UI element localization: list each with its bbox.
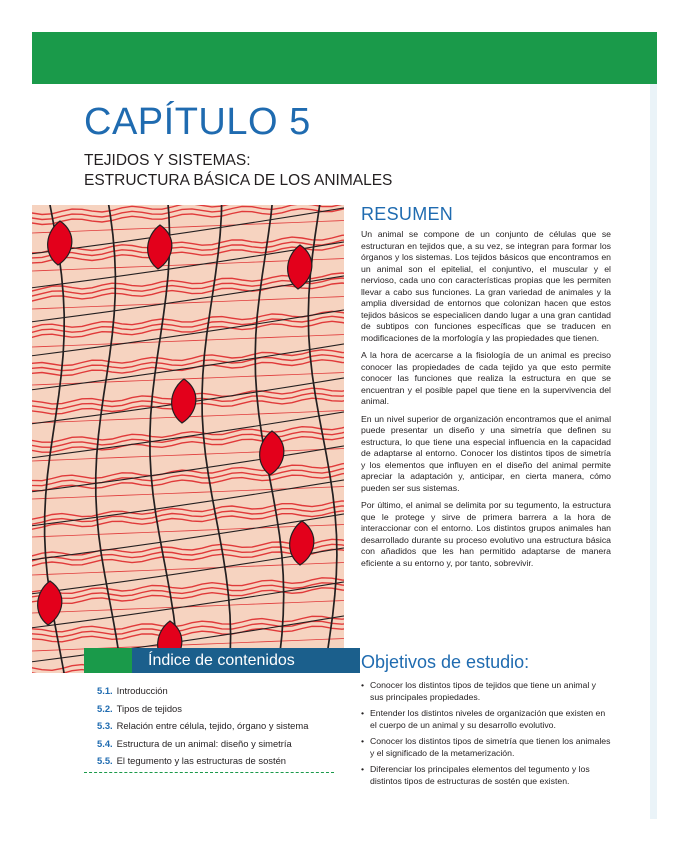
cell-division-line xyxy=(32,579,344,629)
toc-number: 5.2. xyxy=(97,702,113,714)
objective-text: Conocer los distintos tipos de simetría que tienen los animales y el significado de la metamerización. xyxy=(370,736,611,758)
chapter-subtitle xyxy=(84,151,392,191)
toc-label: Relación entre célula, tejido, órgano y sistema xyxy=(116,720,309,732)
objective-item xyxy=(361,764,611,787)
index-title: Índice de contenidos xyxy=(132,648,360,673)
toc-number: 5.1. xyxy=(97,685,113,696)
cell-nucleus xyxy=(288,245,312,289)
toc-item-5-5[interactable] xyxy=(97,752,333,770)
toc-item-5-4[interactable] xyxy=(97,735,333,753)
bullet-icon: • xyxy=(361,680,365,690)
muscle-tissue-illustration xyxy=(32,205,344,673)
toc-number: 5.3. xyxy=(97,720,113,732)
bullet-icon: • xyxy=(361,708,365,718)
cell-nucleus xyxy=(38,581,62,625)
objectives-title: Objetivos de estudio: xyxy=(361,652,530,672)
top-color-bar xyxy=(32,32,657,84)
subtitle-line-1: TEJIDOS Y SISTEMAS: xyxy=(84,152,251,169)
resumen-body xyxy=(361,229,611,575)
cell-division-line xyxy=(32,477,344,527)
objectives-list xyxy=(361,680,611,792)
resumen-title: RESUMEN xyxy=(361,204,454,224)
resumen-paragraph-4: Por último, el animal se delimita por su tegumento, la estructura que le protege y sirve de primera barrera a la hora de interaccionar con el entorno. Los distintos grupos animales han desarrollado durante su proceso evolutivo una estructura básica con añadidos que les han permitido adaptarse de manera eficiente a su entorno y, por tanto, sobrevivir. xyxy=(361,500,611,568)
muscle-fiber-line xyxy=(32,462,344,480)
objective-item xyxy=(361,708,611,731)
toc-label: Estructura de un animal: diseño y simetría xyxy=(116,737,292,749)
fiber-thin-line xyxy=(32,220,344,233)
cell-nucleus xyxy=(290,521,314,565)
index-header-accent xyxy=(84,648,132,673)
fiber-thin-line xyxy=(32,448,344,461)
index-header xyxy=(32,648,328,673)
cell-nucleus xyxy=(48,221,72,265)
toc-number: 5.5. xyxy=(97,755,113,767)
toc-label: Tipos de tejidos xyxy=(116,702,182,714)
bullet-icon: • xyxy=(361,764,365,774)
objective-item xyxy=(361,736,611,759)
objective-text: Entender los distintos niveles de organización que existen en el cuerpo de un animal y su desarrollo evolutivo. xyxy=(370,708,606,730)
fiber-thin-line xyxy=(32,486,344,499)
resumen-paragraph-1: Un animal se compone de un conjunto de células que se estructuran en tejidos que, a su vez, se integran para formar los órganos y los sistemas. Los tejidos básicos que encontramos en un animal son el epitelial, el conjuntivo, el muscular y el nervioso, cada uno con características propias que les permiten llevar a cabo sus funciones. La gran variedad de animales y la amplia diversidad de entornos que colonizan hacen que estos tejidos básicos se especialicen dando lugar a una gran cantidad de subtipos con funciones específicas que se traducen en modificaciones de la morfología y las propiedades que tienen. xyxy=(361,229,611,343)
page-edge-shadow xyxy=(650,84,657,819)
toc-item-5-2[interactable] xyxy=(97,700,333,718)
bullet-icon: • xyxy=(361,736,365,746)
chapter-title: CAPÍTULO 5 xyxy=(84,101,311,143)
toc-number: 5.4. xyxy=(97,737,113,749)
resumen-paragraph-3: En un nivel superior de organización encontramos que el animal puede presentar un diseño y una simetría que definen su estructura, lo que tiene una especial influencia en la capacidad de adaptarse al entorno. Conocer los distintos tipos de simetría y los elementos que influyen en el diseño del animal permite apreciar la adaptación y, anticipar, en cierta manera, cómo pueden ser sus sistemas. xyxy=(361,413,611,493)
objective-text: Diferenciar los principales elementos del tegumento y los distintos tipos de estructuras de sostén que existen. xyxy=(370,764,590,786)
tissue-drawing xyxy=(32,205,344,673)
toc-item-5-3[interactable] xyxy=(97,717,333,735)
resumen-paragraph-2: A la hora de acercarse a la fisiología de un animal es preciso conocer las propiedades de cada tejido ya que esto permite conocer las funciones que realiza la estructura en que se encuentran y el posible papel que tiene en la supervivencia del animal. xyxy=(361,350,611,406)
muscle-fiber-line xyxy=(32,205,344,220)
toc-item-5-1[interactable] xyxy=(97,682,333,700)
table-of-contents xyxy=(97,682,333,770)
cell-boundary-line xyxy=(150,205,179,673)
objective-text: Conocer los distintos tipos de tejidos que tiene un animal y sus principales propiedades. xyxy=(370,680,597,702)
subtitle-line-2: ESTRUCTURA BÁSICA DE LOS ANIMALES xyxy=(84,172,393,189)
toc-divider xyxy=(84,772,334,773)
toc-label: El tegumento y las estructuras de sostén xyxy=(116,755,286,767)
objective-item xyxy=(361,680,611,703)
toc-label: Introducción xyxy=(116,685,168,696)
